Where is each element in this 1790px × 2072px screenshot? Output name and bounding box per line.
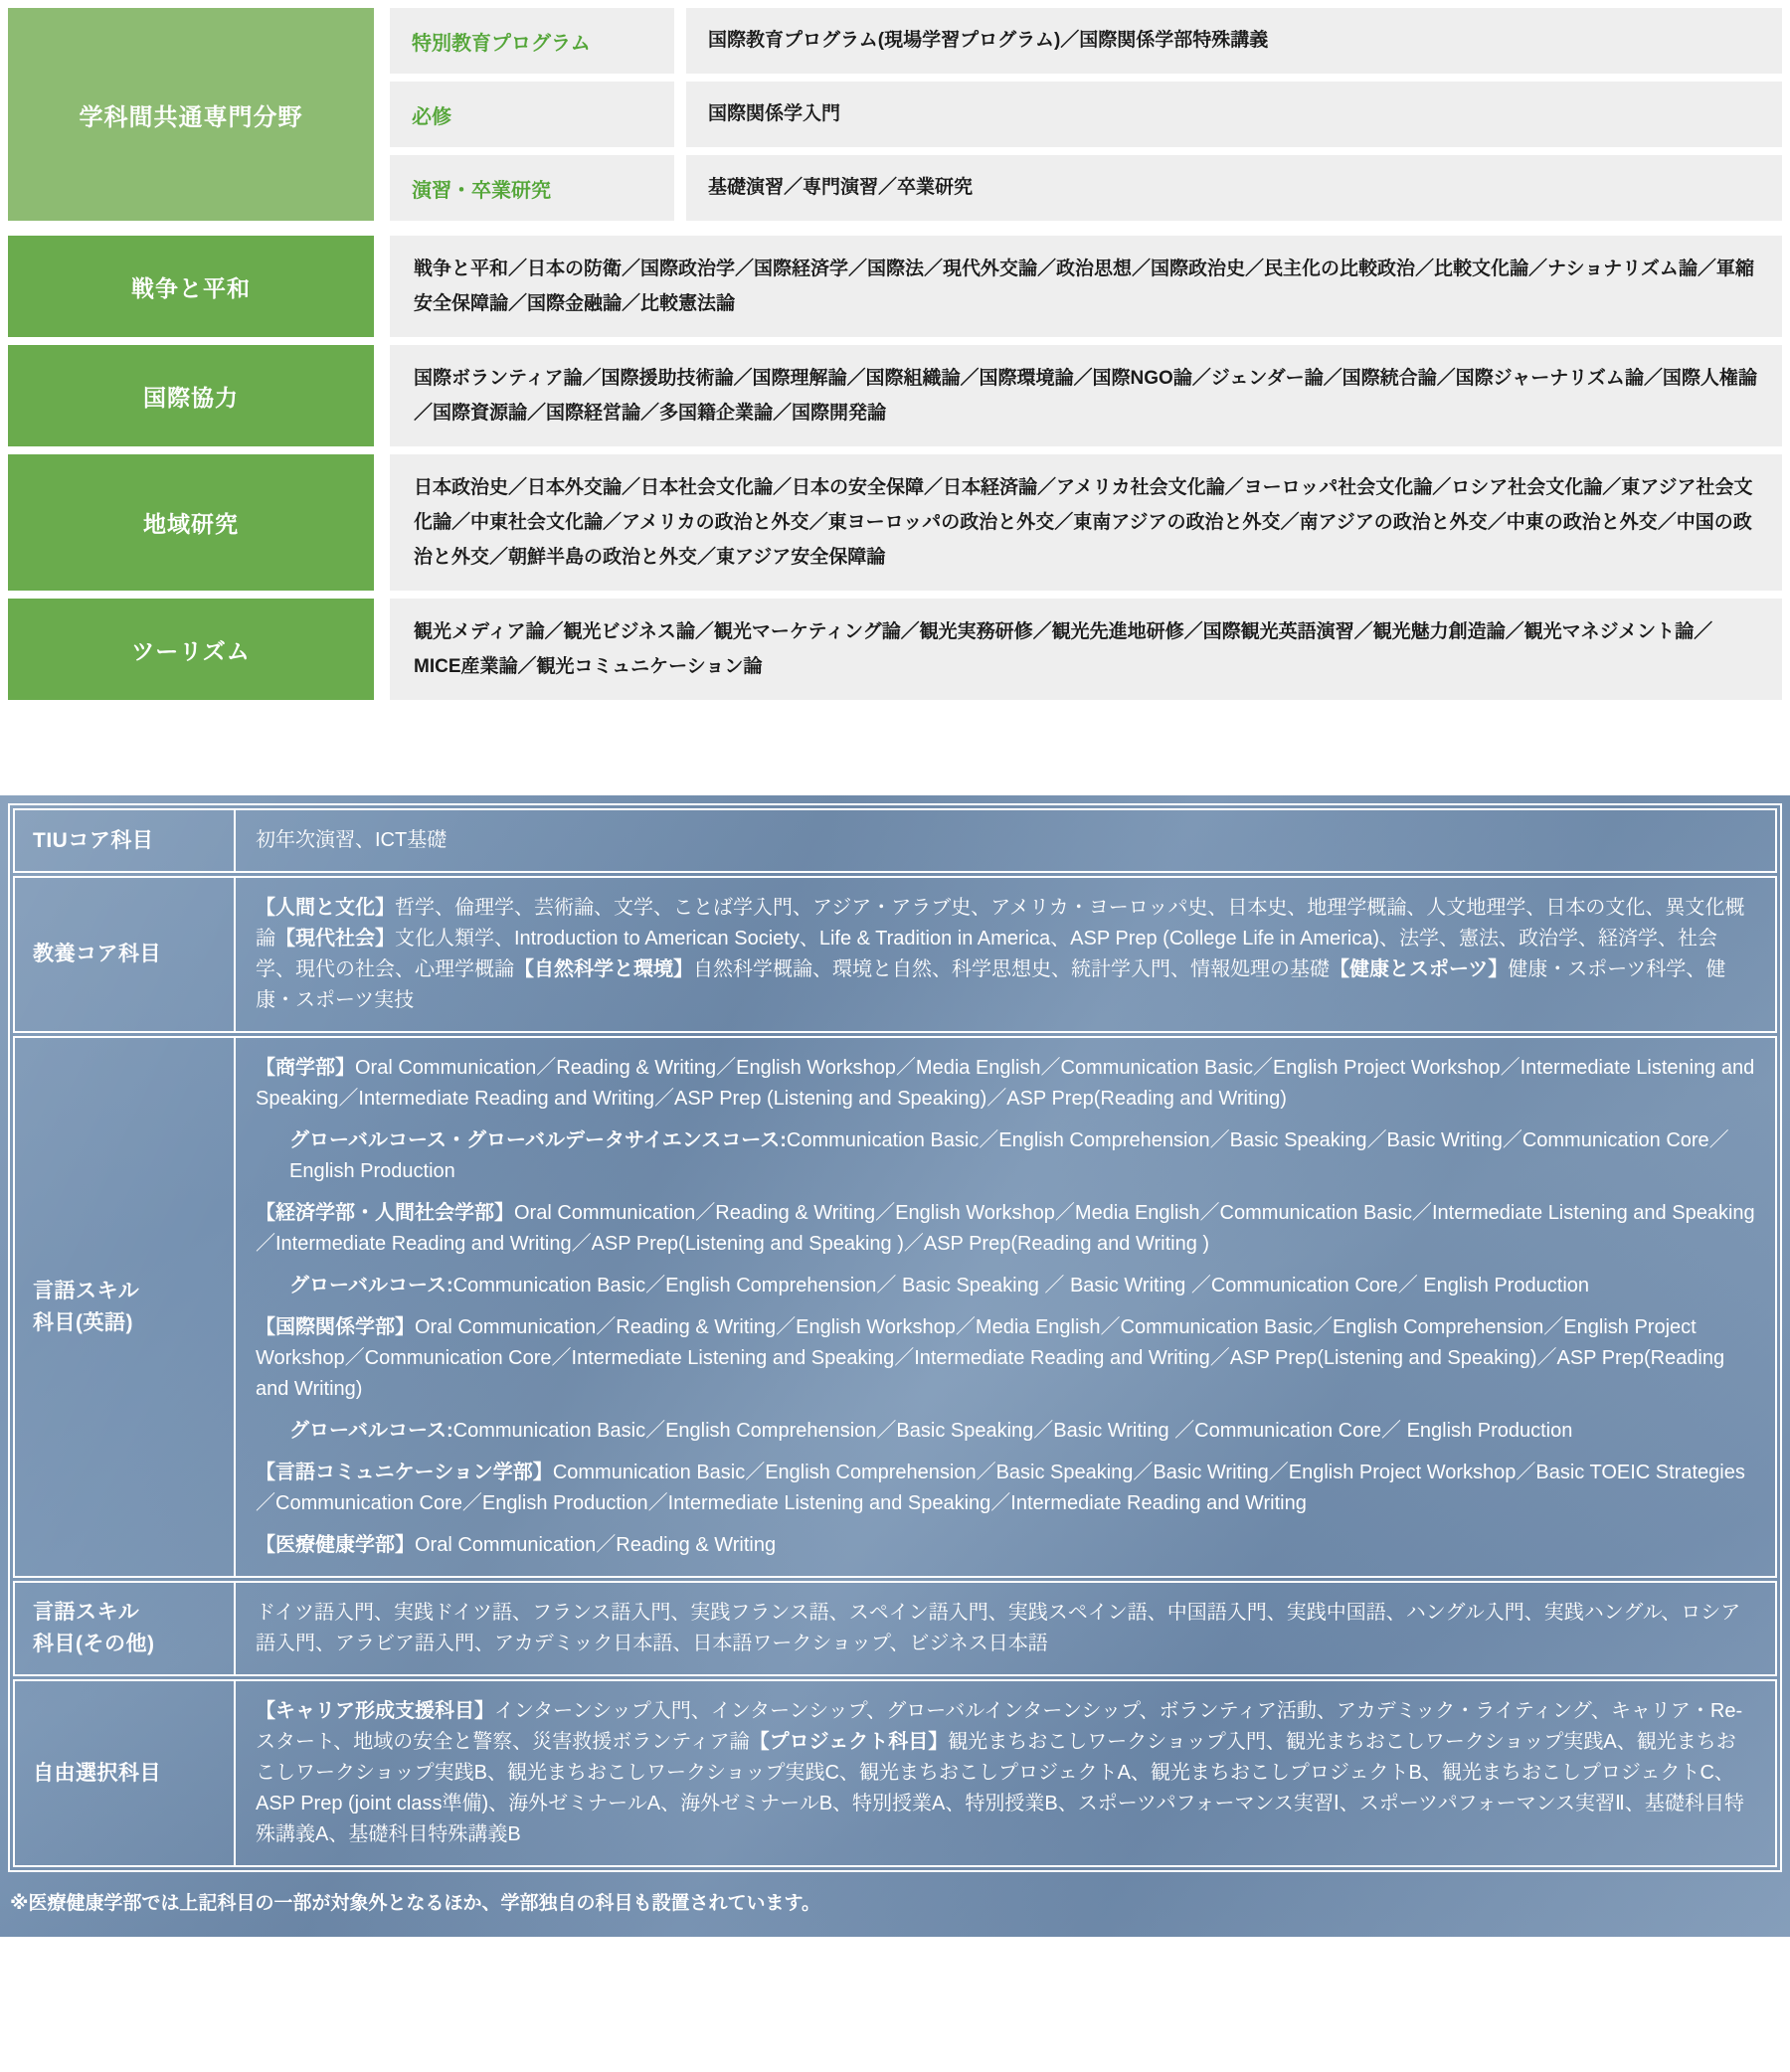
- table-row: [390, 155, 1782, 221]
- row-label: [15, 810, 236, 871]
- faculty-name: 【言語コミュニケーション学部】: [256, 1462, 553, 1483]
- course-track-name: グローバルコース:: [289, 1275, 453, 1296]
- table-row-area-studies: [8, 454, 1782, 591]
- row-label-text-line1: 言語スキル: [33, 1279, 140, 1302]
- category-label: [8, 236, 374, 337]
- row-content: [390, 599, 1782, 700]
- course-list: 日本政治史／日本外交論／日本社会文化論／日本の安全保障／日本経済論／アメリカ社会文化論／ヨーロッパ社会文化論／ロシア社会文化論／東アジア社会文化論／中東社会文化論／アメリカの政治と外交／東ヨーロッパの政治と外交／東南アジアの政治と外交／南アジアの政治と外交／中東の政治と外交／中国の政治と外交／朝鮮半島の政治と外交／東アジア安全保障論: [414, 477, 1753, 568]
- program-rows: [390, 8, 1782, 221]
- blue-background-band: [0, 795, 1790, 1937]
- course-list: Oral Communication／Reading & Writing／English Workshop／Media English／Communication Basic／Intermediate Listening and Speaking／Intermediate Reading and Writing／ASP Prep(Listening and Speaking )／ASP Prep(Reading and Writing ): [256, 1202, 1755, 1255]
- row-content: [686, 82, 1782, 147]
- course-list: Communication Basic／English Comprehension／Basic Speaking／Basic Writing ／Communication Core／ English Production: [452, 1420, 1573, 1442]
- row-label-seminar: 演習・卒業研究: [390, 155, 674, 221]
- course-list: 【人間と文化】哲学、倫理学、芸術論、文学、ことば学入門、アジア・アラブ史、アメリカ・ヨーロッパ史、日本史、地理学概論、人文地理学、日本の文化、異文化概論【現代社会】文化人類学、Introduction to American Society、Life & Tradition in America、ASP Prep (College Life in America)、法学、憲法、政治学、経済学、社会学、現代の社会、心理学概論【自然科学と環境】自然科学概論、環境と自然、科学思想史、統計学入門、情報処理の基礎【健康とスポーツ】健康・スポーツ科学、健康・スポーツ実技: [256, 897, 1745, 1011]
- faculty-name: 【商学部】: [256, 1057, 355, 1079]
- course-list: Communication Basic／English Comprehension／Basic Speaking／Basic Writing／English Project Workshop／Basic TOEIC Strategies／Communication Core／English Production／Intermediate Listening and Speaking／Intermediate Reading and Writing: [256, 1462, 1745, 1514]
- row-content: [236, 1681, 1775, 1865]
- footnote: ※医療健康学部では上記科目の一部が対象外となるほか、学部独自の科目も設置されています。: [10, 1893, 820, 1914]
- global-course-list: [289, 1416, 1755, 1447]
- faculty-course-list: [256, 1198, 1755, 1260]
- row-label-text-line1: 言語スキル: [33, 1601, 140, 1624]
- faculty-name: 【国際関係学部】: [256, 1316, 415, 1338]
- row-content: [390, 345, 1782, 446]
- faculty-course-list: [256, 1458, 1755, 1519]
- course-list: ドイツ語入門、実践ドイツ語、フランス語入門、実践フランス語、スペイン語入門、実践スペイン語、中国語入門、実践中国語、ハングル入門、実践ハングル、ロシア語入門、アラビア語入門、アカデミック日本語、日本語ワークショップ、ビジネス日本語: [256, 1602, 1741, 1654]
- table-row: [390, 82, 1782, 147]
- row-content: [686, 155, 1782, 221]
- interdepartmental-section: [8, 8, 1782, 221]
- course-list: 国際関係学入門: [708, 103, 841, 124]
- category-label: [8, 345, 374, 446]
- course-list: 基礎演習／専門演習／卒業研究: [708, 177, 974, 198]
- global-course-list: [289, 1271, 1755, 1301]
- row-label: [15, 1038, 236, 1576]
- course-list: Communication Basic／English Comprehension／Basic Speaking／Basic Writing／Communication Core／English Production: [289, 1129, 1729, 1182]
- group-header-cell: [8, 8, 374, 221]
- faculty-name: 【経済学部・人間社会学部】: [256, 1202, 514, 1224]
- core-subjects-table: [8, 803, 1782, 1872]
- group-header-label: 学科間共通専門分野: [79, 103, 303, 131]
- category-label: [8, 454, 374, 591]
- faculty-course-list: [256, 1312, 1755, 1405]
- row-content: [390, 454, 1782, 591]
- course-track-name: グローバルコース・グローバルデータサイエンスコース:: [289, 1129, 787, 1151]
- category-label: [8, 599, 374, 700]
- faculty-course-list: [256, 1053, 1755, 1115]
- row-label: [15, 878, 236, 1031]
- course-list: 国際ボランティア論／国際援助技術論／国際理解論／国際組織論／国際環境論／国際NGO論／ジェンダー論／国際統合論／国際ジャーナリズム論／国際人権論／国際資源論／国際経営論／多国籍企業論／国際開発論: [414, 368, 1757, 424]
- category-label-text: ツーリズム: [131, 637, 251, 664]
- course-list: 【キャリア形成支援科目】インターンシップ入門、インターンシップ、グローバルインターンシップ、ボランティア活動、アカデミック・ライティング、キャリア・Re-スタート、地域の安全と警察、災害救援ボランティア論【プロジェクト科目】観光まちおこしワークショップ入門、観光まちおこしワークショップ実践A、観光まちおこしワークショップ実践B、観光まちおこしワークショップ実践C、観光まちおこしプロジェクトA、観光まちおこしプロジェクトB、観光まちおこしプロジェクトC、ASP Prep (joint class準備)、海外ゼミナールA、海外ゼミナールB、特別授業A、特別授業B、スポーツパフォーマンス実習Ⅰ、スポーツパフォーマンス実習Ⅱ、基礎科目特殊講義A、基礎科目特殊講義B: [256, 1700, 1744, 1845]
- table-row-tiu-core: [13, 808, 1777, 873]
- table-row-free-elective: [13, 1679, 1777, 1867]
- table-row-war-and-peace: [8, 236, 1782, 337]
- course-list: Communication Basic／English Comprehension／ Basic Speaking ／ Basic Writing ／Communication Core／ English Production: [452, 1275, 1590, 1296]
- category-label-text: 戦争と平和: [131, 274, 251, 301]
- row-content: [390, 236, 1782, 337]
- course-list: Oral Communication／Reading & Writing／English Workshop／Media English／Communication Basic／English Project Workshop／Intermediate Listening and Speaking／Intermediate Reading and Writing／ASP Prep (Listening and Speaking)／ASP Prep(Reading and Writing): [256, 1057, 1755, 1110]
- course-list: 戦争と平和／日本の防衛／国際政治学／国際経済学／国際法／現代外交論／政治思想／国際政治史／民主化の比較政治／比較文化論／ナショナリズム論／軍縮安全保障論／国際金融論／比較憲法論: [414, 259, 1754, 314]
- table-row-tourism: [8, 599, 1782, 700]
- row-label: [15, 1583, 236, 1674]
- table-row-liberal-core: [13, 876, 1777, 1033]
- row-content: [236, 1583, 1775, 1674]
- category-label-text: 国際協力: [143, 384, 239, 411]
- table-row: [390, 8, 1782, 74]
- row-label-special-program: 特別教育プログラム: [390, 8, 674, 74]
- row-label-text-line2: 科目(英語): [33, 1310, 133, 1334]
- course-track-name: グローバルコース:: [289, 1420, 453, 1442]
- course-list: 初年次演習、ICT基礎: [256, 829, 448, 851]
- global-course-list: [289, 1125, 1755, 1187]
- course-list: Oral Communication／Reading & Writing／English Workshop／Media English／Communication Basic／English Comprehension／English Project Workshop／Communication Core／Intermediate Listening and Speaking／Intermediate Reading and Writing／ASP Prep(Listening and Speaking)／ASP Prep(Reading and Writing): [256, 1316, 1725, 1400]
- faculty-course-list: [256, 1530, 1755, 1561]
- faculty-name: 【医療健康学部】: [256, 1534, 415, 1556]
- row-content: [236, 810, 1775, 871]
- row-content: [686, 8, 1782, 74]
- specialized-fields-table: [0, 0, 1790, 700]
- row-label-text: 教養コア科目: [33, 943, 161, 965]
- row-label: [15, 1681, 236, 1865]
- table-row-language-skills-english: [13, 1036, 1777, 1578]
- row-content: [236, 1038, 1775, 1576]
- row-label-text-line2: 科目(その他): [33, 1633, 155, 1655]
- row-label-required: 必修: [390, 82, 674, 147]
- row-label-text: 自由選択科目: [33, 1761, 161, 1785]
- table-row-language-skills-other: [13, 1581, 1777, 1676]
- table-row-international-cooperation: [8, 345, 1782, 446]
- course-list: 国際教育プログラム(現場学習プログラム)／国際関係学部特殊講義: [708, 30, 1269, 51]
- course-list: 観光メディア論／観光ビジネス論／観光マーケティング論／観光実務研修／観光先進地研修／国際観光英語演習／観光魅力創造論／観光マネジメント論／MICE産業論／観光コミュニケーション論: [414, 621, 1713, 677]
- category-label-text: 地域研究: [143, 511, 239, 537]
- course-list: Oral Communication／Reading & Writing: [415, 1534, 777, 1556]
- row-label-text: TIUコア科目: [33, 828, 154, 852]
- row-content: [236, 878, 1775, 1031]
